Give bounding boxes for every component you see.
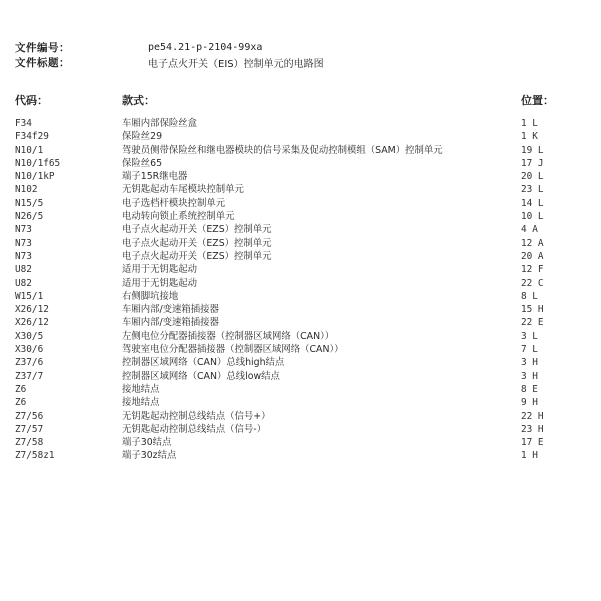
row-code: F34 (15, 118, 32, 129)
file-number-row (15, 40, 575, 55)
table-row (15, 223, 585, 236)
row-description: 车厢内部/变速箱插接器 (122, 304, 219, 316)
row-description: 车厢内部/变速箱插接器 (122, 317, 219, 329)
row-position: 8 L (521, 290, 538, 302)
row-position: 12 A (521, 237, 544, 249)
table-header (15, 92, 585, 108)
row-code: Z37/7 (15, 370, 44, 382)
table-row (15, 170, 585, 183)
table-row (15, 290, 585, 303)
table-row (15, 423, 585, 436)
row-code: U82 (15, 277, 32, 289)
row-description: 电子选档杆模块控制单元 (122, 197, 226, 209)
row-position: 23 H (521, 423, 544, 435)
row-position: 7 L (521, 344, 538, 356)
table-row (15, 396, 585, 409)
document-meta (15, 40, 575, 70)
row-position: 22 C (521, 277, 544, 289)
table-row (15, 197, 585, 210)
row-code: X30/5 (15, 330, 44, 342)
row-code: F34f29 (15, 131, 49, 143)
row-code: X26/12 (15, 304, 49, 316)
row-position: 3 H (521, 357, 538, 369)
row-code: X26/12 (15, 317, 49, 329)
row-description: 左侧电位分配器插接器（控制器区域网络（CAN）） (122, 330, 335, 342)
row-description: 接地结点 (122, 383, 160, 395)
row-position: 3 L (521, 330, 538, 342)
row-position: 1 H (521, 450, 538, 462)
row-description: 电动转向锁止系统控制单元 (122, 211, 235, 223)
row-description: 适用于无钥匙起动 (122, 277, 198, 289)
row-description: 接地结点 (122, 397, 160, 409)
file-title-value: 电子点火开关（EIS）控制单元的电路图 (148, 59, 324, 70)
row-code: Z7/58z1 (15, 450, 55, 462)
row-code: Z6 (15, 397, 27, 409)
table-row (15, 117, 585, 130)
row-description: 电子点火起动开关（EZS）控制单元 (122, 224, 272, 236)
row-description: 保险丝65 (122, 157, 163, 169)
row-code: W15/1 (15, 290, 44, 302)
table-row (15, 130, 585, 143)
row-position: 3 H (521, 370, 538, 382)
row-position: 8 E (521, 383, 538, 395)
row-description: 端子30z结点 (122, 450, 177, 462)
file-title-row (15, 55, 575, 70)
header-code: 代码： (15, 94, 48, 107)
row-description: 驾驶室电位分配器插接器（控制器区域网络（CAN）） (122, 344, 344, 356)
table-row (15, 449, 585, 462)
row-description: 端子15R继电器 (122, 171, 188, 183)
table-row (15, 410, 585, 423)
table-row (15, 370, 585, 383)
table-row (15, 303, 585, 316)
table-row (15, 383, 585, 396)
row-description: 车厢内部保险丝盒 (122, 118, 198, 129)
row-code: N102 (15, 184, 38, 196)
row-description: 电子点火起动开关（EZS）控制单元 (122, 250, 272, 262)
table-row (15, 330, 585, 343)
table-row (15, 356, 585, 369)
row-description: 右侧脚坑接地 (122, 290, 179, 302)
row-code: N15/5 (15, 197, 44, 209)
row-code: Z7/58 (15, 437, 44, 449)
row-position: 22 E (521, 317, 544, 329)
row-position: 15 H (521, 304, 544, 316)
header-position: 位置： (521, 94, 554, 107)
file-title-label: 文件标题： (15, 57, 70, 69)
table-row (15, 210, 585, 223)
row-position: 1 K (521, 131, 538, 143)
row-code: X30/6 (15, 344, 44, 356)
row-code: Z7/57 (15, 423, 44, 435)
row-description: 适用于无钥匙起动 (122, 264, 198, 276)
table-row (15, 316, 585, 329)
table-row (15, 343, 585, 356)
row-position: 17 E (521, 437, 544, 449)
row-description: 控制器区域网络（CAN）总线high结点 (122, 357, 285, 369)
table-row (15, 157, 585, 170)
row-position: 14 L (521, 197, 544, 209)
table-row (15, 277, 585, 290)
row-position: 9 H (521, 397, 538, 409)
table-row (15, 183, 585, 196)
component-table (15, 117, 585, 463)
row-position: 20 A (521, 250, 544, 262)
row-code: N10/1 (15, 144, 44, 156)
row-position: 22 H (521, 410, 544, 422)
row-position: 1 L (521, 118, 538, 129)
row-code: N73 (15, 237, 32, 249)
row-position: 10 L (521, 211, 544, 223)
row-code: Z37/6 (15, 357, 44, 369)
row-description: 控制器区域网络（CAN）总线low结点 (122, 370, 280, 382)
row-description: 驾驶员侧带保险丝和继电器模块的信号采集及促动控制模组（SAM）控制单元 (122, 144, 443, 156)
row-description: 无钥匙起动控制总线结点（信号+） (122, 410, 271, 422)
row-position: 4 A (521, 224, 538, 236)
file-number-label: 文件编号： (15, 42, 70, 54)
table-row (15, 144, 585, 157)
row-description: 电子点火起动开关（EZS）控制单元 (122, 237, 272, 249)
row-code: N10/1kP (15, 171, 55, 183)
file-number-value: pe54.21-p-2104-99xa (148, 42, 263, 53)
table-row (15, 263, 585, 276)
row-description: 无钥匙起动控制总线结点（信号-） (122, 423, 267, 435)
row-code: U82 (15, 264, 32, 276)
row-position: 17 J (521, 157, 544, 169)
table-row (15, 237, 585, 250)
row-position: 19 L (521, 144, 544, 156)
row-description: 端子30结点 (122, 437, 172, 449)
header-model: 款式： (122, 94, 155, 107)
row-position: 23 L (521, 184, 544, 196)
row-position: 20 L (521, 171, 544, 183)
row-code: Z7/56 (15, 410, 44, 422)
row-code: N73 (15, 250, 32, 262)
table-row (15, 436, 585, 449)
row-position: 12 F (521, 264, 544, 276)
table-row (15, 250, 585, 263)
row-code: Z6 (15, 383, 27, 395)
row-code: N26/5 (15, 211, 44, 223)
row-code: N10/1f65 (15, 157, 61, 169)
row-description: 无钥匙起动车尾模块控制单元 (122, 184, 244, 196)
row-code: N73 (15, 224, 32, 236)
row-description: 保险丝29 (122, 131, 163, 143)
